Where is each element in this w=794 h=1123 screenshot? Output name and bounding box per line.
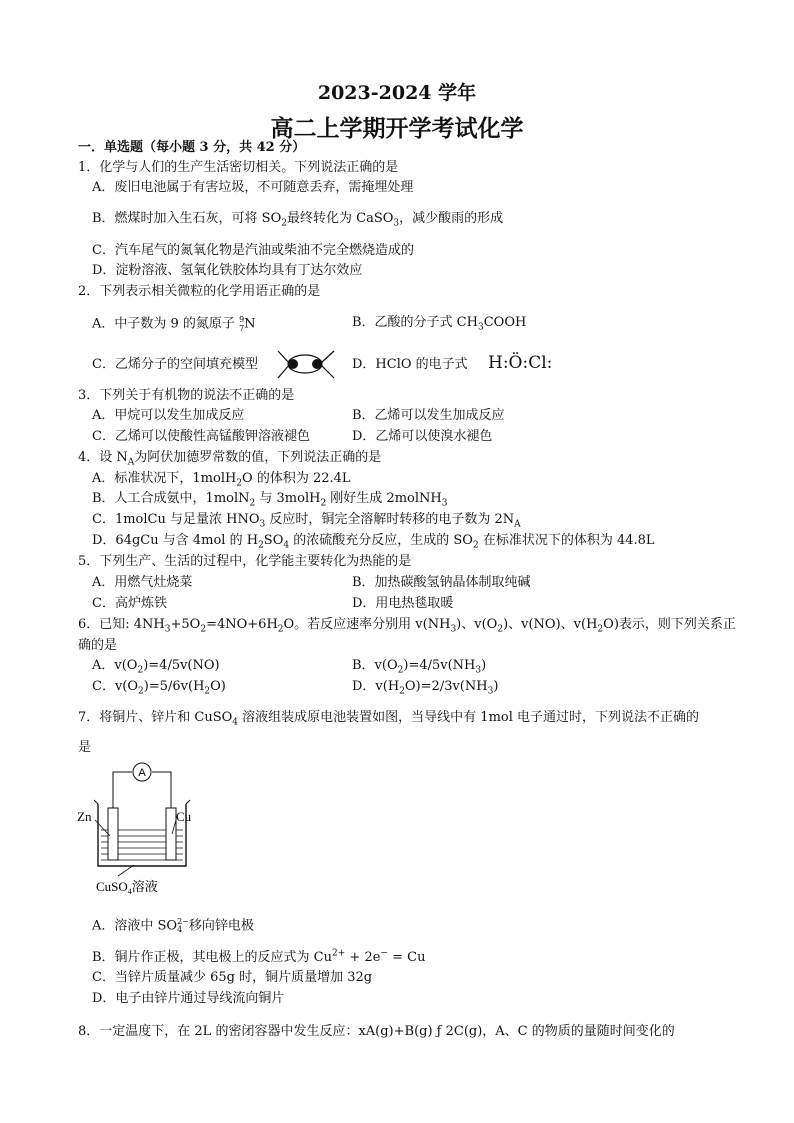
- q6-option-a: A．$v(O_2)=4/5v(NO)$: [92, 658, 220, 676]
- q8-stem: 8．一定温度下，在 2L 的密闭容器中发生反应：xA(g)+B(g) ƒ 2C(g)，A、C 的物质的量随时间变化的: [78, 1024, 675, 1039]
- q6-stem: 6．已知: $4NH_3+5O_2=4NO+6H_2O$。若反应速率分别用 $v(NH_3)$、$v(O_2)$、v(NO)、$v(H_2O)$表示，则下列关系正: [78, 617, 736, 635]
- zinc-label: Zn: [77, 809, 92, 824]
- q3-option-c: C．乙烯可以使酸性高锰酸钾溶液褪色: [92, 429, 310, 444]
- q7-stem: 7．将铜片、锌片和 CuSO$_4$ 溶液组装成原电池装置如图，当导线中有 1mol 电子通过时，下列说法不正确的: [78, 710, 700, 728]
- q2-option-b: B．乙酸的分子式 $CH_3COOH$: [352, 315, 527, 333]
- q7-option-d: D．电子由锌片通过导线流向铜片: [92, 991, 285, 1006]
- q1-option-c: C．汽车尾气的氮氧化物是汽油或柴油不完全燃烧造成的: [92, 243, 414, 258]
- q5-option-b: B．加热碳酸氢钠晶体制取纯碱: [352, 575, 531, 590]
- exam-title: 高二上学期开学考试化学: [270, 115, 524, 142]
- q1-stem: 1．化学与人们的生产生活密切相关。下列说法正确的是: [78, 160, 399, 175]
- q2-option-a: A．中子数为 9 的氮原子 9 7N: [92, 315, 256, 333]
- section-heading: 一．单选题（每小题 3 分，共 42 分）: [78, 140, 306, 155]
- q4-option-d: D．64gCu 与含 4mol 的 $H_2SO_4$ 的浓硫酸充分反应，生成的 $SO_2$ 在标准状况下的体积为 44.8L: [92, 533, 655, 551]
- q5-option-c: C．高炉炼铁: [92, 596, 167, 611]
- q5-stem: 5．下列生产、生活的过程中，化学能主要转化为热能的是: [78, 554, 412, 569]
- q4-stem: 4．设 $N_A$为阿伏加德罗常数的值，下列说法正确的是: [78, 450, 382, 468]
- exam-year: 2023-2024 学年: [317, 82, 477, 104]
- q1-option-a: A．废旧电池属于有害垃圾，不可随意丢弃，需掩埋处理: [92, 180, 414, 195]
- q6-option-b: B．$v(O_2)=4/5v(NH_3)$: [352, 658, 487, 676]
- q4-option-b: B．人工合成氨中，1molN$_2$ 与 3molH$_2$ 刚好生成 2molNH$_3$: [92, 491, 448, 509]
- q4-option-c: C．1molCu 与足量浓 $HNO_3$ 反应时，铜完全溶解时转移的电子数为 $2N_A$: [92, 512, 521, 530]
- q6-stem-continued: 确的是: [78, 638, 118, 653]
- q7-option-c: C．当锌片质量减少 65g 时，铜片质量增加 32g: [92, 970, 373, 985]
- q1-option-b: B．燃煤时加入生石灰，可将 $SO_2$最终转化为 CaSO$_3$，减少酸雨的形成: [92, 211, 504, 229]
- q2-stem: 2．下列表示相关微粒的化学用语正确的是: [78, 284, 321, 299]
- q7-option-b: B．铜片作正极，其电极上的反应式为 $Cu^{2+} + 2e^- = Cu$: [92, 948, 426, 965]
- ethylene-space-filling-model: [274, 345, 338, 383]
- q1-option-d: D．淀粉溶液、氢氧化铁胶体均具有丁达尔效应: [92, 263, 363, 278]
- q3-option-a: A．甲烷可以发生加成反应: [92, 408, 245, 423]
- q3-stem: 3．下列关于有机物的说法不正确的是: [78, 388, 295, 403]
- q5-option-a: A．用燃气灶烧菜: [92, 575, 193, 590]
- q6-option-c: C．$v(O_2)=5/6v(H_2O)$: [92, 679, 226, 697]
- q2-option-d: D．HClO 的电子式: [352, 357, 468, 372]
- q5-option-d: D．用电热毯取暖: [352, 596, 454, 611]
- q6-option-d: D．$v(H_2O)=2/3v(NH_3)$: [352, 679, 499, 697]
- q2-option-c: C．乙烯分子的空间填充模型: [92, 357, 258, 372]
- galvanic-cell-diagram: [74, 758, 214, 903]
- ammeter-label: A: [138, 767, 146, 779]
- copper-label: Cu: [176, 809, 192, 824]
- q4-option-a: A．标准状况下，1molH$_2$O 的体积为 22.4L: [92, 471, 351, 489]
- hclo-lewis-structure: H:Ö:Cl:: [488, 353, 553, 373]
- q7-stem-continued: 是: [78, 740, 92, 755]
- q3-option-b: B．乙烯可以发生加成反应: [352, 408, 505, 423]
- q3-option-d: D．乙烯可以使溴水褪色: [352, 429, 493, 444]
- q7-option-a: A．溶液中 SO2− 4 移向锌电极: [92, 917, 254, 934]
- solution-label: CuSO$_4$溶液: [96, 879, 158, 896]
